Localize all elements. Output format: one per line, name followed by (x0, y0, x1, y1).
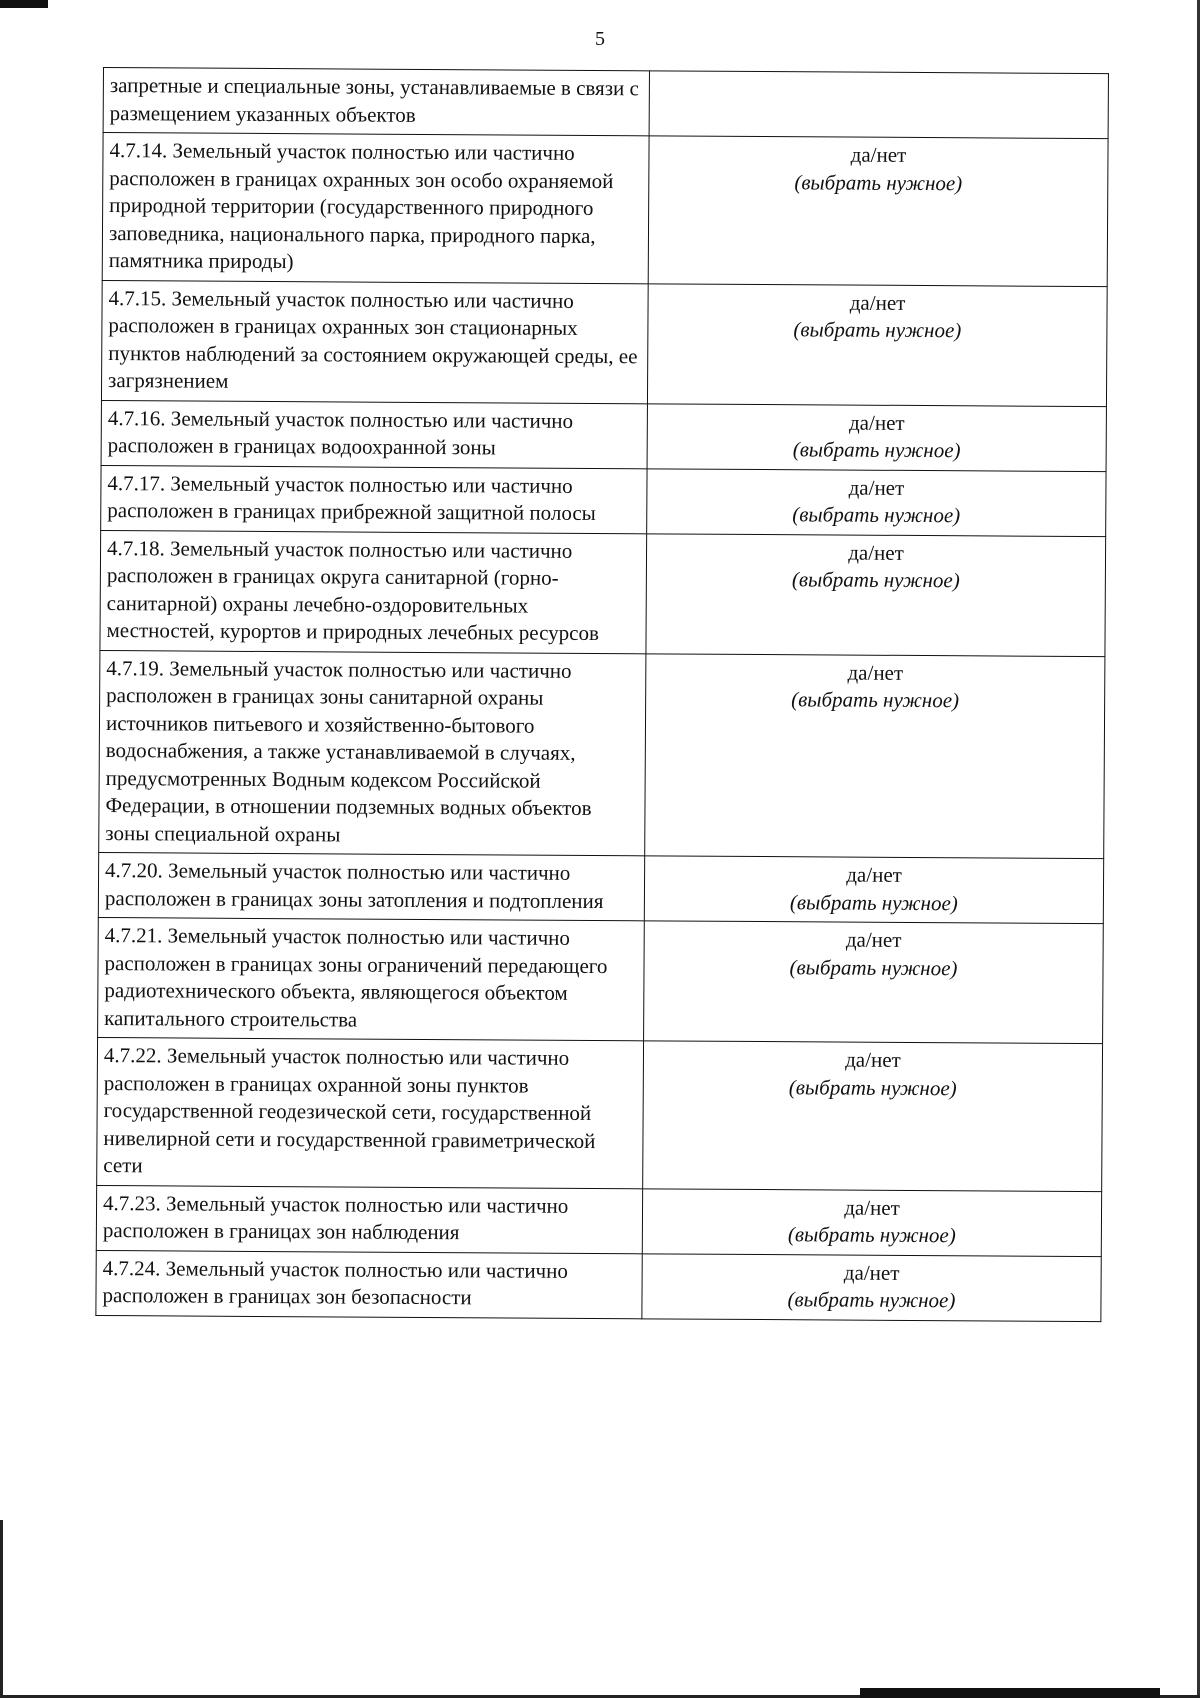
answer-hint: (выбрать нужное) (793, 317, 962, 343)
row-answer-cell[interactable] (646, 533, 1106, 656)
land-plot-zones-table (95, 67, 1109, 1322)
answer-yes-no[interactable]: да/нет (845, 1047, 901, 1072)
answer-hint: (выбрать нужное) (791, 567, 960, 593)
row-text: запретные и специальные зоны, устанавливаемые в связи с размещением указанных объектов (109, 73, 639, 127)
row-answer-cell[interactable] (644, 856, 1103, 924)
answer-yes-no[interactable]: да/нет (846, 862, 902, 887)
row-answer-cell[interactable] (645, 653, 1105, 858)
table-row (96, 1185, 1101, 1256)
row-answer-cell[interactable] (647, 403, 1106, 471)
answer-yes-no[interactable]: да/нет (848, 410, 905, 435)
row-description-cell (102, 133, 649, 284)
answer-hint: (выбрать нужное) (789, 889, 958, 915)
answer-yes-no[interactable]: да/нет (850, 142, 907, 167)
table-row (97, 1037, 1103, 1191)
row-text: Земельный участок полностью или частично расположен в границах зоны затопления и подтопления (104, 858, 604, 913)
answer-yes-no[interactable]: да/нет (844, 1195, 900, 1220)
table-row (102, 133, 1108, 287)
row-description-cell (96, 1185, 642, 1253)
row-text: Земельный участок полностью или частично расположен в границах прибрежной защитной полосы (107, 470, 596, 526)
row-answer-cell[interactable] (642, 1188, 1101, 1256)
answer-yes-no[interactable]: да/нет (847, 660, 904, 685)
scan-artifact-bottom-fragment (860, 1688, 1160, 1698)
answer-hint: (выбрать нужное) (789, 954, 958, 980)
row-text: Земельный участок полностью или частично расположен в границах охранных зон особо охраняемой природной территории (государственного природного заповедника, национального парка, природного парка, памятника природы) (108, 138, 614, 274)
answer-hint: (выбрать нужное) (787, 1287, 956, 1313)
table-row (98, 852, 1103, 923)
answer-yes-no[interactable]: да/нет (843, 1260, 900, 1285)
table-row (100, 530, 1106, 656)
row-answer-cell[interactable] (647, 283, 1107, 406)
row-answer-cell[interactable] (642, 1253, 1101, 1321)
row-description-cell (98, 852, 644, 920)
scan-artifact-left-edge (0, 1520, 3, 1698)
answer-hint: (выбрать нужное) (787, 1222, 956, 1248)
answer-hint: (выбрать нужное) (792, 437, 961, 463)
row-text: Земельный участок полностью или частично расположен в границах водоохранной зоны (107, 405, 574, 460)
item-number: 4.7.14. (109, 138, 168, 163)
item-number: 4.7.15. (108, 285, 167, 310)
scan-artifact-corner (0, 0, 48, 8)
page-number: 5 (595, 28, 605, 50)
answer-hint: (выбрать нужное) (794, 169, 963, 195)
row-text: Земельный участок полностью или частично расположен в границах зон безопасности (102, 1255, 568, 1310)
item-number: 4.7.20. (105, 858, 163, 883)
answer-hint: (выбрать нужное) (792, 502, 961, 528)
answer-hint: (выбрать нужное) (791, 687, 960, 713)
row-description-cell (96, 1250, 642, 1318)
row-description-cell (98, 917, 645, 1040)
item-number: 4.7.23. (102, 1190, 161, 1215)
answer-yes-no[interactable]: да/нет (848, 540, 904, 565)
answer-yes-no[interactable]: да/нет (848, 475, 905, 500)
item-number: 4.7.19. (106, 655, 165, 680)
table-row (101, 400, 1106, 471)
table-row (103, 68, 1108, 139)
row-text: Земельный участок полностью или частично расположен в границах охранной зоны пунктов государственной геодезической сети, государственной нивелирной сети и государственной гравиметрической сети (103, 1043, 596, 1178)
item-number: 4.7.24. (102, 1255, 161, 1280)
row-text: Земельный участок полностью или частично расположен в границах зон наблюдения (102, 1190, 569, 1245)
item-number: 4.7.18. (106, 535, 165, 560)
table-row (98, 917, 1104, 1043)
row-description-cell (99, 650, 646, 856)
table-row (99, 650, 1105, 859)
item-number: 4.7.21. (104, 923, 163, 948)
table-row (96, 1250, 1101, 1321)
row-answer-cell (649, 71, 1108, 139)
row-description-cell (103, 68, 649, 136)
row-answer-cell[interactable] (644, 921, 1104, 1044)
row-description-cell (101, 280, 648, 403)
row-text: Земельный участок полностью или частично расположен в границах охранных зон стационарных пунктов наблюдений за состоянием окружающей среды, ее загрязнением (108, 285, 638, 393)
row-description-cell (97, 1037, 644, 1188)
table-row (101, 280, 1107, 406)
item-number: 4.7.17. (107, 470, 166, 495)
row-description-cell (101, 465, 647, 533)
row-answer-cell[interactable] (648, 136, 1108, 286)
answer-hint: (выбрать нужное) (788, 1074, 957, 1100)
row-answer-cell[interactable] (643, 1041, 1103, 1191)
row-description-cell (101, 400, 647, 468)
row-answer-cell[interactable] (647, 468, 1106, 536)
item-number: 4.7.16. (107, 405, 166, 430)
row-text: Земельный участок полностью или частично расположен в границах зоны ограничений передающего радиотехнического объекта, являющегося объектом капитального строительства (104, 923, 608, 1032)
item-number: 4.7.22. (103, 1043, 162, 1068)
row-text: Земельный участок полностью или частично расположен в границах округа санитарной (горно-санитарной) охраны лечебно-оздоровительных местностей, курортов и природных лечебных ресурсов (106, 535, 599, 646)
answer-yes-no[interactable]: да/нет (845, 927, 902, 952)
answer-yes-no[interactable]: да/нет (849, 290, 906, 315)
row-description-cell (100, 530, 647, 653)
row-text: Земельный участок полностью или частично расположен в границах зоны санитарной охраны источников питьевого и хозяйственно-бытового водоснабжения, а также устанавливаемой в случаях, предусмотренных Водным кодексом Российской Федерации, в отношении подземных водных объектов зоны специальной охраны (105, 655, 592, 846)
table-row (101, 465, 1106, 536)
